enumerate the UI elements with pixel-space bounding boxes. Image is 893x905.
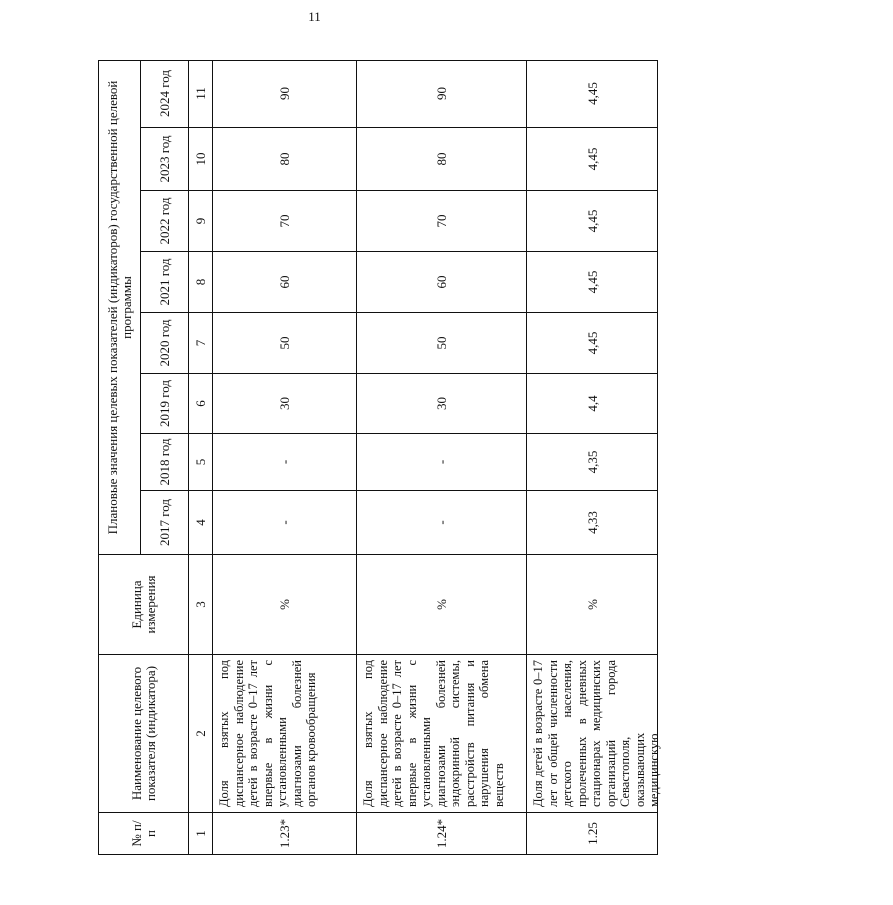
header-planned: Плановые значения целевых показателей (индикаторов) государственной целевой программы (99, 60, 141, 554)
row-value: 50 (357, 312, 527, 373)
header-name: Наименование целевого показателя (индикатора) (99, 654, 189, 812)
row-value: 4,45 (527, 312, 658, 373)
header-year: 2018 год (141, 433, 189, 490)
col-number: 5 (189, 433, 213, 490)
row-value: 60 (213, 251, 357, 312)
row-value: 80 (213, 127, 357, 190)
row-value: 4,45 (527, 190, 658, 251)
row-name: Доля взятых под диспансерное наблюдение детей в возрасте 0–17 лет впервые в жизни с установленными диагнозами болезней органов кровообращения (213, 654, 357, 812)
row-value: 70 (357, 190, 527, 251)
row-value: 4,45 (527, 127, 658, 190)
col-number: 9 (189, 190, 213, 251)
col-number: 1 (189, 812, 213, 854)
page-number: 11 (308, 9, 321, 24)
header-year: 2017 год (141, 490, 189, 554)
row-value: 90 (357, 60, 527, 127)
row-name: Доля детей в возрасте 0–17 лет от общей численности детского населения, пролеченных в дневных стационарах медицинских организаций города Севастополя, оказывающих медицинскую (527, 654, 658, 812)
header-year: 2021 год (141, 251, 189, 312)
row-value: 30 (213, 373, 357, 433)
row-value: - (213, 490, 357, 554)
row-value: - (357, 490, 527, 554)
header-year: 2022 год (141, 190, 189, 251)
col-number: 6 (189, 373, 213, 433)
row-value: - (357, 433, 527, 490)
header-year: 2024 год (141, 60, 189, 127)
col-number: 3 (189, 554, 213, 654)
row-value: 30 (357, 373, 527, 433)
row-num: 1.25 (527, 812, 658, 854)
row-unit: % (213, 554, 357, 654)
row-value: 50 (213, 312, 357, 373)
col-number: 11 (189, 60, 213, 127)
indicators-table (98, 60, 661, 855)
row-value: 4,45 (527, 251, 658, 312)
row-value: 80 (357, 127, 527, 190)
row-value: 60 (357, 251, 527, 312)
row-unit: % (527, 554, 658, 654)
header-year: 2019 год (141, 373, 189, 433)
row-num: 1.23* (213, 812, 357, 854)
col-number: 8 (189, 251, 213, 312)
rotated-table-wrapper (98, 70, 893, 855)
row-value: 4,35 (527, 433, 658, 490)
row-value: 90 (213, 60, 357, 127)
col-number: 2 (189, 654, 213, 812)
header-year: 2020 год (141, 312, 189, 373)
row-value: 4,4 (527, 373, 658, 433)
row-name: Доля взятых под диспансерное наблюдение детей в возрасте 0–17 лет впервые в жизни с установленными диагнозами болезней эндокринной системы, расстройств питания и нарушения обмена веществ (357, 654, 527, 812)
col-number: 7 (189, 312, 213, 373)
header-num: № п/п (99, 812, 189, 854)
row-unit: % (357, 554, 527, 654)
header-unit: Единица измерения (99, 554, 189, 654)
row-value: - (213, 433, 357, 490)
col-number: 10 (189, 127, 213, 190)
row-num: 1.24* (357, 812, 527, 854)
header-year: 2023 год (141, 127, 189, 190)
row-value: 4,33 (527, 490, 658, 554)
row-value: 4,45 (584, 82, 600, 105)
col-number: 4 (189, 490, 213, 554)
row-value: 70 (213, 190, 357, 251)
